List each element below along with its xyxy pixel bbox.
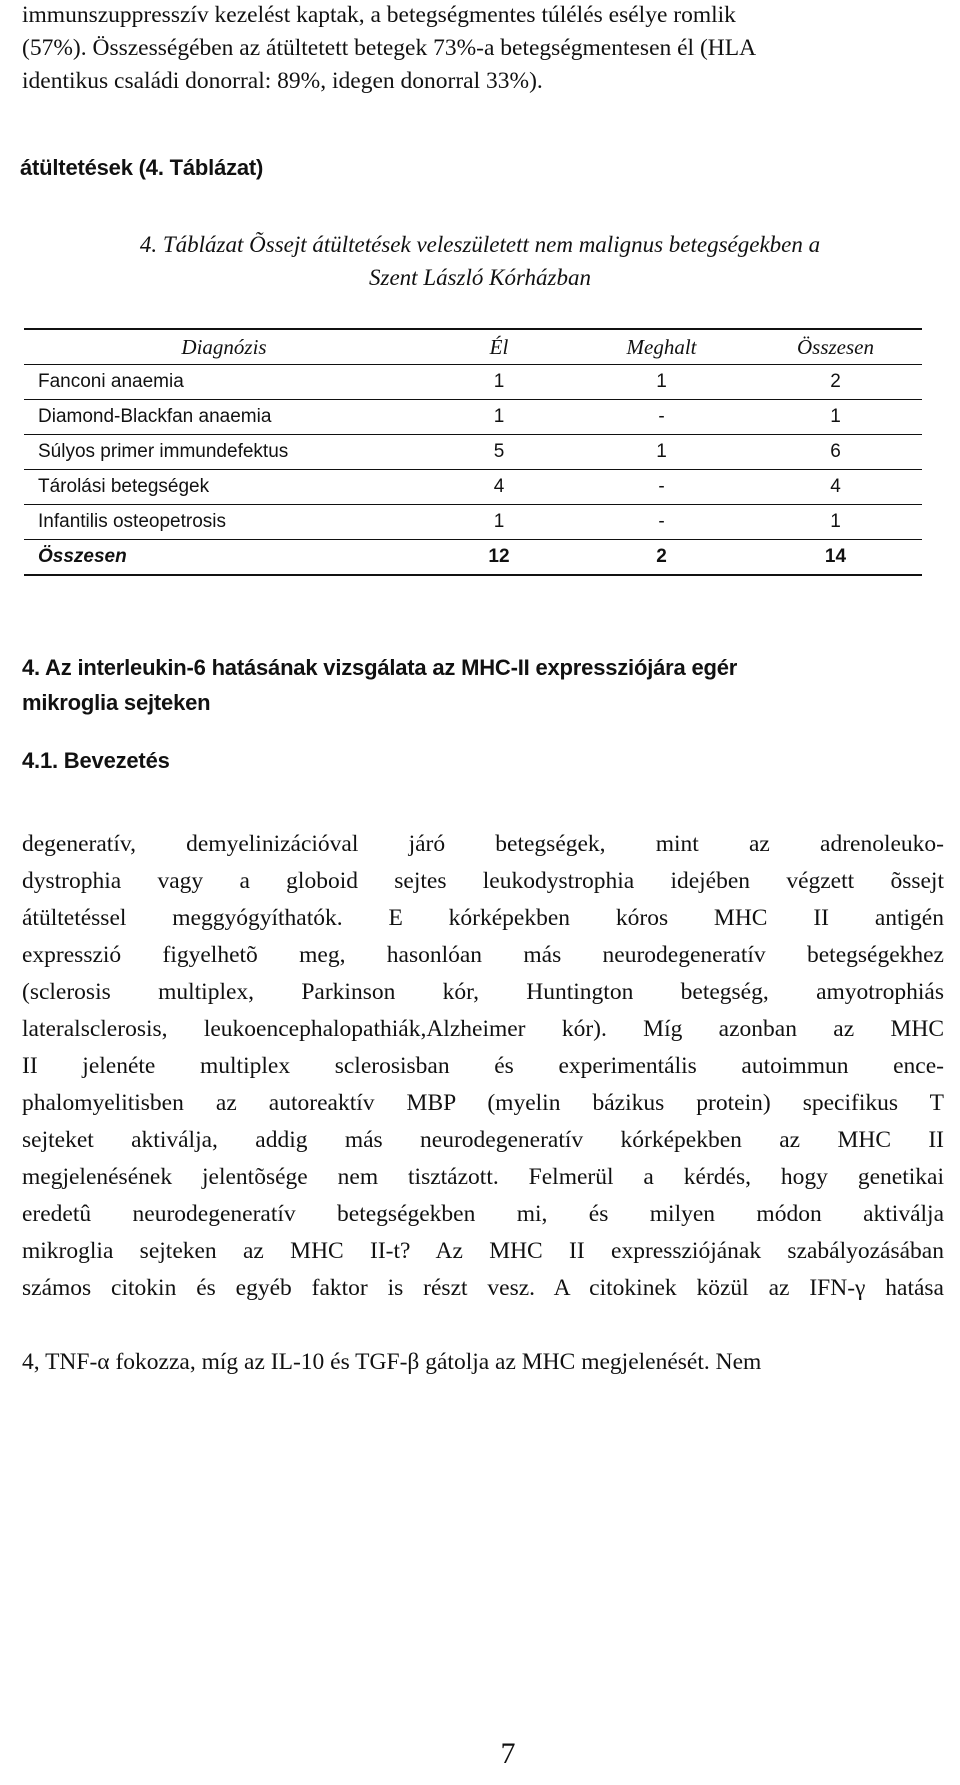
cell-diagnosis: Diamond-Blackfan anaemia (38, 406, 272, 427)
paragraph-line-2: dystrophia vagy a globoid sejtes leukodystrophia idejében végzett õssejt (22, 868, 944, 894)
table-row (24, 400, 922, 435)
intro-line-3: identikus családi donorral: 89%, idegen donorral 33%). (22, 68, 543, 94)
cell-total: 1 (830, 406, 841, 427)
paragraph-line-9: sejteket aktiválja, addig más neurodegeneratív kórképekben az MHC II (22, 1127, 944, 1153)
cell-diagnosis: Súlyos primer immundefektus (38, 441, 289, 462)
table-total-row (24, 540, 922, 574)
cell-total: 1 (830, 511, 841, 532)
paragraph-line-8: phalomyelitisben az autoreaktív MBP (myelin bázikus protein) specifikus T (22, 1090, 944, 1116)
chapter-title-line-1: 4. Az interleukin-6 hatásának vizsgálata az MHC-II expressziójára egér (22, 655, 738, 680)
cell-alive: 5 (493, 441, 505, 462)
header-total: Összesen (797, 334, 874, 359)
cell-deceased: 1 (656, 441, 667, 462)
table-header-row (24, 330, 922, 365)
table-caption-line-1: 4. Táblázat Õssejt átültetések veleszületett nem malignus betegségekben a (139, 232, 821, 257)
paragraph-line-10: megjelenésének jelentõsége nem tisztázott. Felmerül a kérdés, hogy genetikai (22, 1164, 944, 1190)
final-line: 4, TNF-α fokozza, míg az IL-10 és TGF-β gátolja az MHC megjelenését. Nem (22, 1349, 762, 1375)
cell-deceased: 1 (656, 371, 667, 392)
cell-alive: 4 (493, 476, 505, 497)
table-row (24, 435, 922, 470)
cell-deceased: - (658, 476, 665, 497)
cell-alive: 1 (493, 406, 505, 427)
section-title: átültetések (4. Táblázat) (20, 155, 264, 180)
paragraph-line-7: II jelenéte multiplex sclerosisban és experimentális autoimmun ence- (22, 1053, 944, 1079)
cell-diagnosis: Fanconi anaemia (38, 371, 184, 392)
cell-total: 2 (830, 371, 841, 392)
paragraph-line-1: degeneratív, demyelinizációval járó betegségek, mint az adrenoleuko- (22, 831, 944, 857)
table-row (24, 505, 922, 540)
intro-line-2: (57%). Összességében az átültetett betegek 73%-a betegségmentesen él (HLA (22, 35, 757, 61)
diagnosis-table (24, 328, 922, 576)
paragraph-line-3: átültetéssel meggyógyíthatók. E kórképekben kóros MHC II antigén (22, 905, 944, 931)
cell-deceased: - (658, 511, 665, 532)
cell-diagnosis: Infantilis osteopetrosis (38, 511, 226, 532)
cell-deceased: - (658, 406, 665, 427)
cell-alive: 1 (493, 511, 505, 532)
total-sum: 14 (824, 546, 847, 567)
cell-total: 4 (830, 476, 841, 497)
table-caption-line-2: Szent László Kórházban (369, 265, 591, 290)
paragraph-line-11: eredetû neurodegeneratív betegségekben mi, és milyen módon aktiválja (22, 1201, 944, 1227)
table-row (24, 365, 922, 400)
header-deceased: Meghalt (626, 334, 697, 359)
table-row (24, 470, 922, 505)
cell-alive: 1 (493, 371, 505, 392)
intro-line-1: immunszuppresszív kezelést kaptak, a betegségmentes túlélés esélye romlik (22, 2, 736, 28)
total-label: Összesen (38, 546, 127, 567)
total-alive: 12 (488, 546, 510, 567)
header-alive: Él (489, 334, 509, 359)
paragraph-line-13: számos citokin és egyéb faktor is részt vesz. A citokinek közül az IFN-γ hatása (22, 1275, 944, 1301)
cell-total: 6 (830, 441, 841, 462)
paragraph-line-6: lateralsclerosis, leukoencephalopathiák,Alzheimer kór). Míg azonban az MHC (22, 1016, 944, 1042)
chapter-title-line-2: mikroglia sejteken (22, 690, 211, 715)
paragraph-line-4: expresszió figyelhetõ meg, hasonlóan más neurodegeneratív betegségekhez (22, 942, 944, 968)
paragraph-line-12: mikroglia sejteken az MHC II-t? Az MHC II expressziójának szabályozásában (22, 1238, 944, 1264)
cell-diagnosis: Tárolási betegségek (38, 476, 210, 497)
subsection-title: 4.1. Bevezetés (22, 748, 170, 773)
total-deceased: 2 (656, 546, 667, 567)
paragraph-line-5: (sclerosis multiplex, Parkinson kór, Huntington betegség, amyotrophiás (22, 979, 944, 1005)
header-diagnosis: Diagnózis (181, 334, 267, 359)
page-number: 7 (500, 1737, 516, 1770)
